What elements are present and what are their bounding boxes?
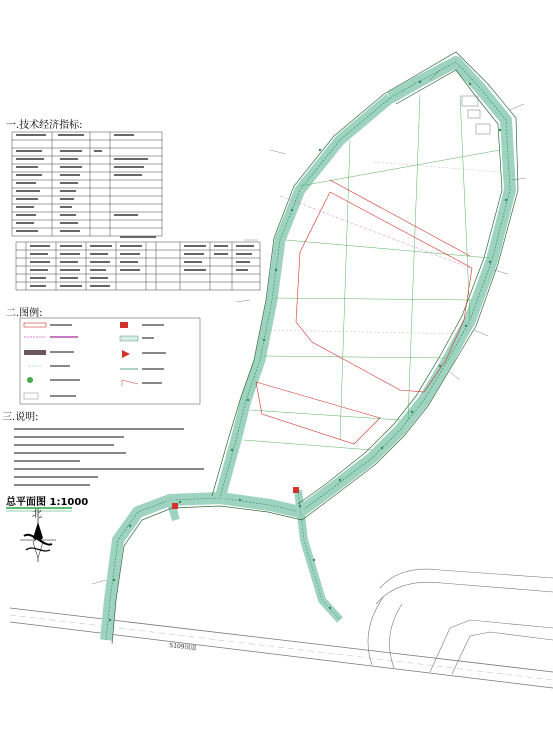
road-label: S109国道 — [168, 641, 197, 653]
notes-lines — [14, 428, 204, 486]
interior-grid — [244, 95, 500, 450]
parking-swatch — [24, 393, 38, 399]
north-label: 北 — [32, 509, 42, 520]
drawing-title: 总平面图 1:1000 — [6, 497, 89, 508]
east-road-outline — [368, 569, 553, 674]
entrance-exit-icon — [120, 322, 128, 328]
tech-index-heading: 一.技术经济指标: — [6, 120, 83, 131]
notes-heading: 三.说明: — [2, 412, 39, 423]
road-fill-swatch — [120, 336, 138, 341]
legend-heading: 二.图例: — [6, 308, 43, 319]
legend-box — [20, 318, 200, 404]
tech-index-table-text — [16, 134, 148, 232]
fire-access-icon — [122, 350, 130, 358]
tree-icon — [27, 377, 33, 383]
lamp-icon — [122, 380, 138, 386]
existing-building-swatch — [24, 350, 46, 355]
area-table — [16, 242, 260, 290]
site-boundary-line-swatch — [24, 323, 46, 327]
area-table-text — [30, 236, 254, 287]
north-arrow-icon — [20, 518, 56, 562]
control-line — [280, 196, 470, 268]
internal-road-ring — [106, 62, 510, 640]
